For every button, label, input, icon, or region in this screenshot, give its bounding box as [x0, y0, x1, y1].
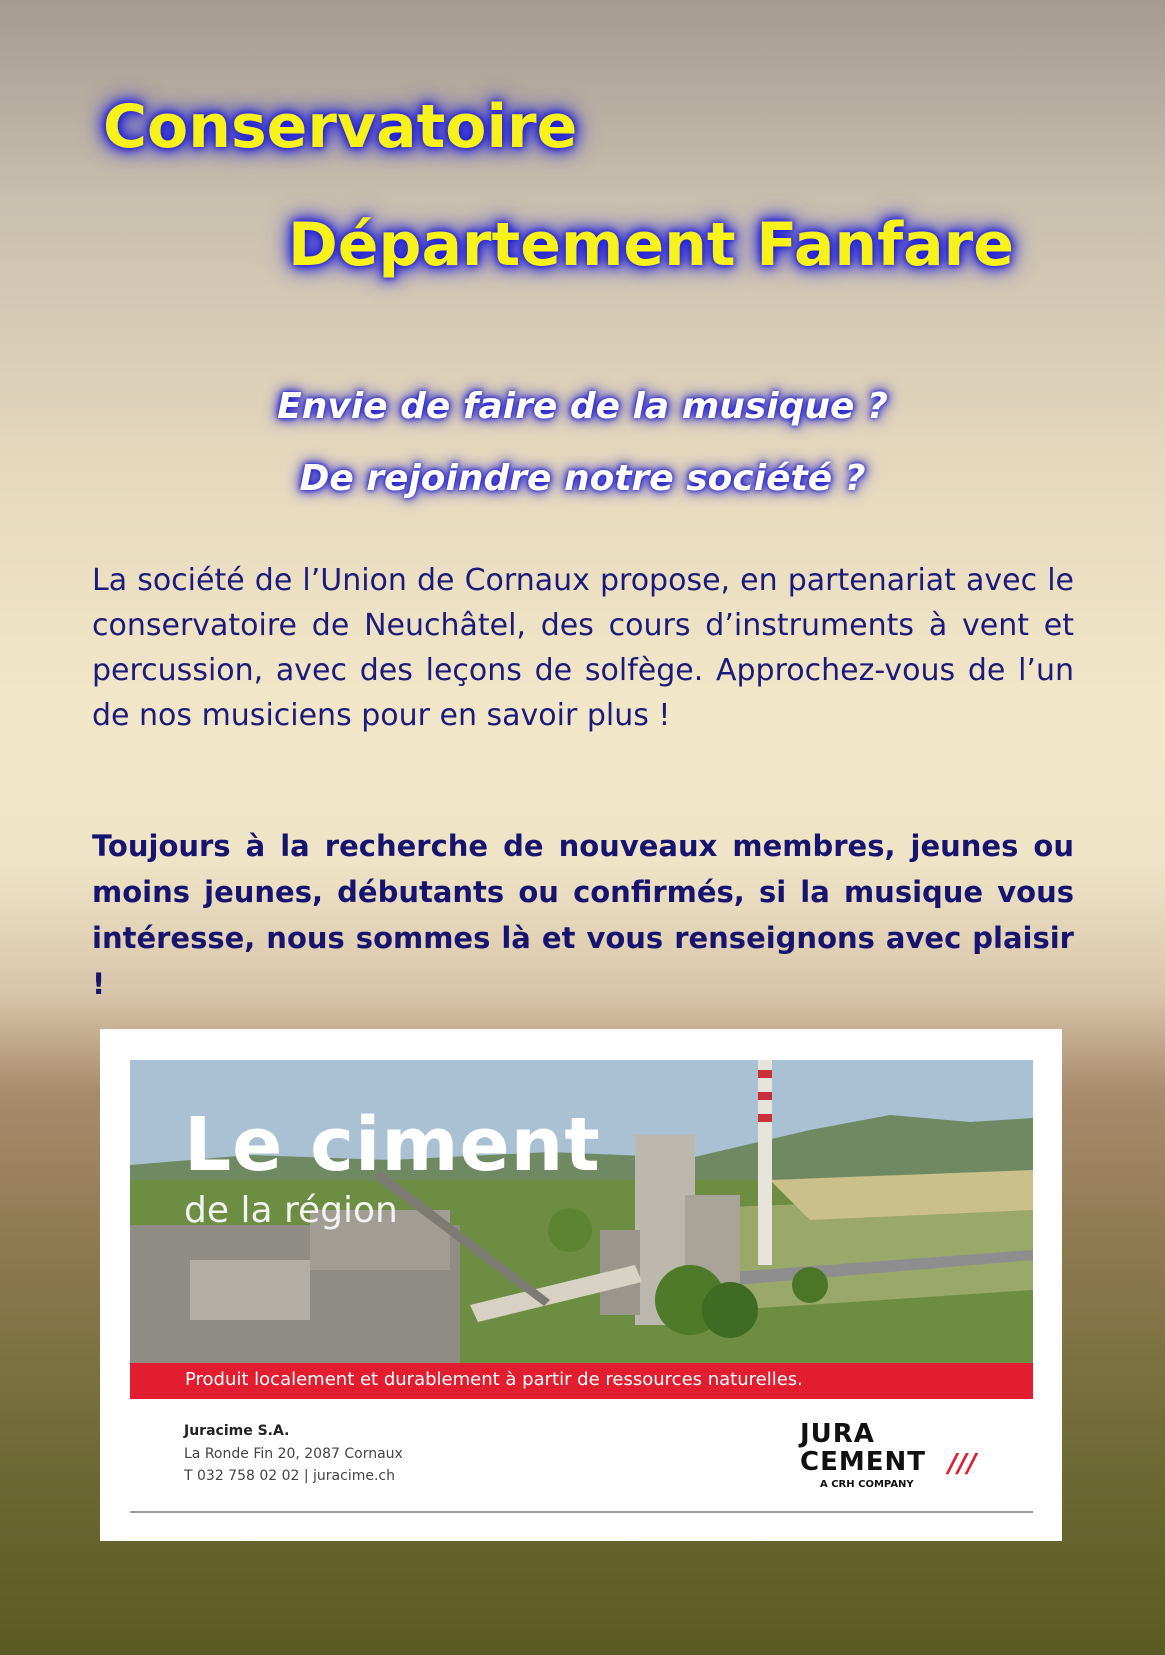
poster-title: Conservatoire [103, 92, 578, 162]
advert-headline: Le ciment [184, 1102, 601, 1188]
advert-banner [130, 1363, 1033, 1399]
advert-banner-text: Produit localement et durablement à partir de ressources naturelles. [185, 1369, 803, 1390]
tagline-question-1: Envie de faire de la musique ? [277, 386, 888, 427]
juracement-logo [800, 1419, 1000, 1489]
advert-company-name: Juracime S.A. [184, 1423, 290, 1439]
logo-slashes-icon: /// [948, 1449, 977, 1479]
sponsor-advert [100, 1029, 1062, 1541]
advert-contact: T 032 758 02 02 | juracime.ch [184, 1468, 395, 1484]
logo-text-jura: JURA [800, 1419, 875, 1449]
intro-paragraph: La société de l’Union de Cornaux propose, en partenariat avec le conservatoire de Neuchâtel, des cours d’instruments à vent et percussion, avec des leçons de solfège. Approchez-vous de l’un de nos musiciens pour en savoir plus ! [92, 563, 1074, 733]
advert-address: La Ronde Fin 20, 2087 Cornaux [184, 1446, 403, 1462]
logo-text-cement: CEMENT [800, 1447, 926, 1477]
cement-plant-photo [130, 1060, 1033, 1363]
advert-subheadline: de la région [184, 1190, 398, 1231]
tagline-question-2: De rejoindre notre société ? [299, 458, 866, 499]
recruitment-paragraph: Toujours à la recherche de nouveaux membres, jeunes ou moins jeunes, débutants ou confirmés, si la musique vous intéresse, nous sommes là et vous renseignons avec plaisir ! [92, 829, 1074, 1001]
advert-divider [130, 1511, 1033, 1513]
poster-subtitle-department: Département Fanfare [288, 210, 1014, 280]
logo-tagline: A CRH COMPANY [820, 1479, 914, 1490]
